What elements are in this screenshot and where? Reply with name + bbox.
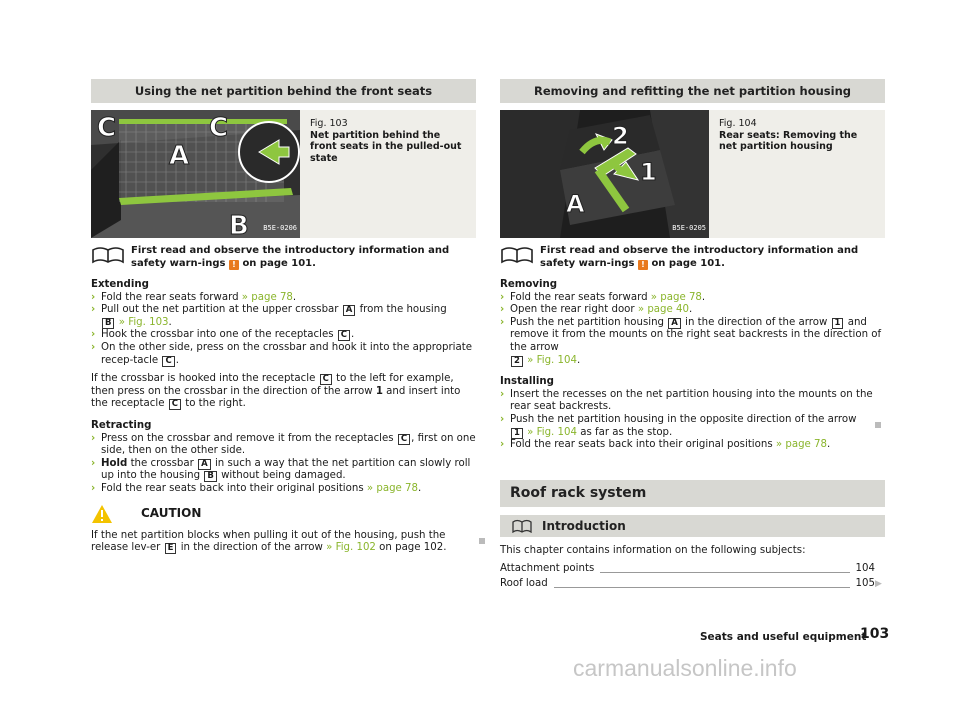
bullet-chevron-icon: › [91,432,96,444]
notice-text: First read and observe the introductory information and safety warn-ings [131,245,450,269]
item-text: Insert the recesses on the net partition housing into the mounts on the rear seat backrests. [510,388,873,413]
list-item [500,439,885,452]
section-heading: Using the net partition behind the front seats [91,79,476,103]
item-text: Pull out the net partition at the upper crossbar [101,304,339,316]
label-tag: B [102,318,114,329]
item-text: the crossbar [130,457,194,469]
item-text: . [175,354,179,366]
item-text: . [168,316,172,328]
list-item [91,342,476,367]
page-link[interactable]: » page 78 [650,291,702,303]
section-heading: Removing and refitting the net partition housing [500,79,885,103]
label-tag: C [398,434,410,445]
bullet-chevron-icon: › [91,341,96,353]
item-text: Fold the rear seats forward [510,291,648,303]
bullet-chevron-icon: › [91,482,96,494]
list-item [91,483,476,496]
figure-link[interactable]: » Fig. 102 [326,542,376,554]
footer-section: Seats and useful equipment [700,631,867,643]
label-tag: B [204,471,216,482]
para-text: If the crossbar is hooked into the receptacle [91,373,316,385]
item-text: and remove it from the mounts on the right seat backrests in the direction of the arrow [510,316,882,353]
caution-heading [91,504,476,524]
label-tag: C [169,399,181,410]
warning-icon: ! [229,260,239,270]
toc-entry[interactable] [500,563,885,576]
net-partition-illustration [91,110,300,238]
list-item [500,414,885,439]
bullet-chevron-icon: › [91,291,96,303]
toc-page: 105 [855,577,875,589]
bullet-chevron-icon: › [91,457,96,469]
list-item [500,292,885,305]
label-tag: 1 [832,318,844,329]
caution-text [91,530,476,555]
figure-caption [300,110,476,238]
item-text: . [576,354,581,366]
bullet-chevron-icon: › [500,316,505,328]
intro-heading [500,515,885,537]
caution-part: on page 102. [379,542,447,554]
fig-label-c-left: C [97,113,117,143]
list-item [91,329,476,342]
label-tag: C [338,330,350,341]
right-column [500,79,885,591]
caution-part: in the direction of the arrow [180,542,323,554]
item-text: in such a way that the net partition can slowly roll up into the housing [101,457,471,482]
list-item [91,304,476,329]
notice-page-link[interactable]: on page 101. [651,257,725,269]
item-text: . [688,304,693,316]
page-number: 103 [860,626,890,642]
intro-title: Introduction [542,518,626,533]
read-first-notice [91,244,476,270]
book-icon [91,244,131,270]
label-tag: A [343,305,356,316]
toc-leader [554,587,850,588]
item-text: as far as the stop. [580,426,673,438]
label-tag: C [162,356,174,367]
item-text: from the housing [359,304,447,316]
list-item [500,304,885,317]
notice-page-link[interactable]: on page 101. [242,257,316,269]
section-end-marker [479,538,485,544]
left-column [91,79,476,555]
read-first-notice [500,244,885,270]
bullet-chevron-icon: › [91,304,96,316]
item-text: . [292,291,297,303]
page-link[interactable]: » page 78 [366,482,419,494]
arrow-number: 1 [375,385,383,397]
figure-code: B5E-0206 [263,224,297,233]
figure-image [91,110,300,238]
bullet-chevron-icon: › [500,304,505,316]
paragraph [91,373,476,411]
item-bold: Hold [101,457,128,469]
figure-103 [91,110,476,238]
toc-page: 104 [855,563,875,575]
page-link[interactable]: » page 78 [241,291,293,303]
item-text: without being damaged. [221,470,346,482]
watermark: carmanualsonline.info [573,655,797,681]
toc-entry[interactable] [500,578,885,591]
figure-title: Rear seats: Removing the net partition housing [719,129,858,152]
figure-number: Fig. 103 [310,118,348,129]
label-tag: A [668,318,681,329]
item-text: . [827,439,831,451]
list-item [91,292,476,305]
item-text: Push the net partition housing in the opposite direction of the arrow [510,413,857,425]
figure-image [500,110,709,238]
caution-part: If the net partition blocks when pulling it out of the housing, push the release lev-er [91,529,446,554]
figure-caption [709,110,885,238]
caution-icon [91,504,113,524]
fig-label-a: A [169,141,190,171]
fig-label-a: A [566,190,585,218]
toc-label: Attachment points [500,563,595,575]
page-link[interactable]: » page 78 [775,439,828,451]
warning-icon: ! [638,260,648,270]
notice-text: First read and observe the introductory information and safety warn-ings [540,245,859,269]
fig-label-1: 1 [640,158,657,186]
label-tag: E [165,543,177,554]
item-text: Hook the crossbar into one of the receptacles [101,329,334,341]
item-text: Push the net partition housing [510,316,665,328]
fig-label-2: 2 [612,122,629,150]
item-text: On the other side, press on the crossbar and hook it into the appropriate recep-tacle [101,341,472,366]
para-text: to the left for example, then press on the crossbar in the direction of the arrow [91,373,454,397]
caution-title: CAUTION [141,506,202,521]
item-text: Open the rear right door [510,304,635,316]
list-item [500,389,885,414]
fig-label-b: B [229,211,249,238]
book-icon [500,244,540,270]
item-text: . [701,291,706,303]
subheading-removing: Removing [500,279,558,290]
chapter-heading: Roof rack system [500,480,885,507]
item-text: . [418,482,422,494]
figure-title: Net partition behind the front seats in the pulled-out state [310,129,462,164]
figure-link[interactable]: » Fig. 103 [118,316,169,328]
bullet-chevron-icon: › [500,291,505,303]
subheading-retracting: Retracting [91,419,152,431]
list-item [91,458,476,483]
bullet-chevron-icon: › [91,329,96,341]
figure-link[interactable]: » Fig. 104 [527,426,577,438]
section-end-marker [875,422,881,428]
label-tag: A [198,459,211,470]
bullet-chevron-icon: › [500,388,505,400]
label-tag: C [320,374,332,385]
bullet-chevron-icon: › [500,413,505,425]
item-text: Press on the crossbar and remove it from the receptacles [101,432,394,444]
book-icon [512,519,532,533]
item-text: . [351,329,355,341]
toc-leader [600,572,849,573]
item-text: , first on one side, then on the other side. [101,432,476,457]
figure-link[interactable]: » Fig. 104 [527,354,577,366]
figure-code: B5E-0205 [672,224,706,233]
label-tag: 1 [511,428,523,439]
para-text: and insert into the receptacle [91,385,461,410]
toc-label: Roof load [500,577,548,589]
subheading-extending: Extending [91,279,149,290]
figure-104 [500,110,885,238]
list-item [91,433,476,458]
label-tag: 2 [511,356,523,367]
bullet-chevron-icon: › [500,439,505,451]
intro-lead: This chapter contains information on the following subjects: [500,544,806,556]
item-text: Fold the rear seats back into their original positions [510,439,773,451]
list-item [500,317,885,367]
figure-number: Fig. 104 [719,118,757,129]
continue-arrow-icon: ▶ [875,578,882,589]
fig-label-c-right: C [209,113,229,143]
para-text: to the right. [185,398,246,410]
seat-housing-illustration [500,110,709,238]
page-link[interactable]: » page 40 [637,304,689,316]
item-text: Fold the rear seats forward [101,291,239,303]
item-text: Fold the rear seats back into their original positions [101,482,364,494]
item-text: in the direction of the arrow [685,316,828,328]
subheading-installing: Installing [500,376,554,388]
